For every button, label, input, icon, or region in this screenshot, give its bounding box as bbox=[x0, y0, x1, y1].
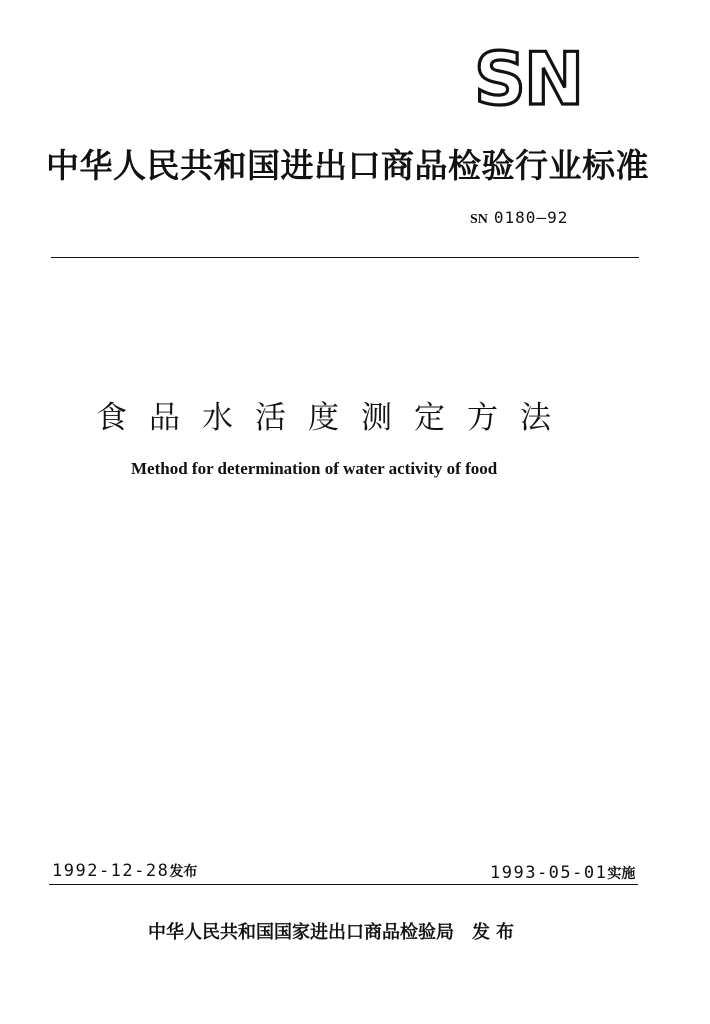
issuer-name: 中华人民共和国国家进出口商品检验局 bbox=[148, 922, 454, 943]
top-divider bbox=[51, 257, 639, 258]
standard-number bbox=[470, 208, 640, 228]
standard-code: 0180—92 bbox=[493, 208, 569, 227]
implementation-date bbox=[490, 863, 635, 883]
issue-date-value: 1992-12-28 bbox=[52, 861, 170, 881]
implementation-date-label: 实施 bbox=[607, 866, 636, 882]
header-title: 中华人民共和国进出口商品检验行业标准 bbox=[46, 146, 649, 185]
document-title-en: Method for determination of water activity of food bbox=[131, 459, 498, 478]
document-title-zh: 食品水活度测定方法 bbox=[96, 400, 573, 436]
issuer bbox=[148, 918, 568, 944]
sn-logo bbox=[474, 44, 594, 108]
bottom-divider bbox=[49, 884, 638, 885]
issuer-action: 发布 bbox=[472, 922, 520, 943]
standard-prefix: SN bbox=[470, 212, 488, 227]
issue-date bbox=[52, 861, 197, 881]
sn-logo-text: SN bbox=[474, 44, 583, 108]
issue-date-label: 发布 bbox=[169, 864, 198, 880]
implementation-date-value: 1993-05-01 bbox=[490, 863, 608, 883]
